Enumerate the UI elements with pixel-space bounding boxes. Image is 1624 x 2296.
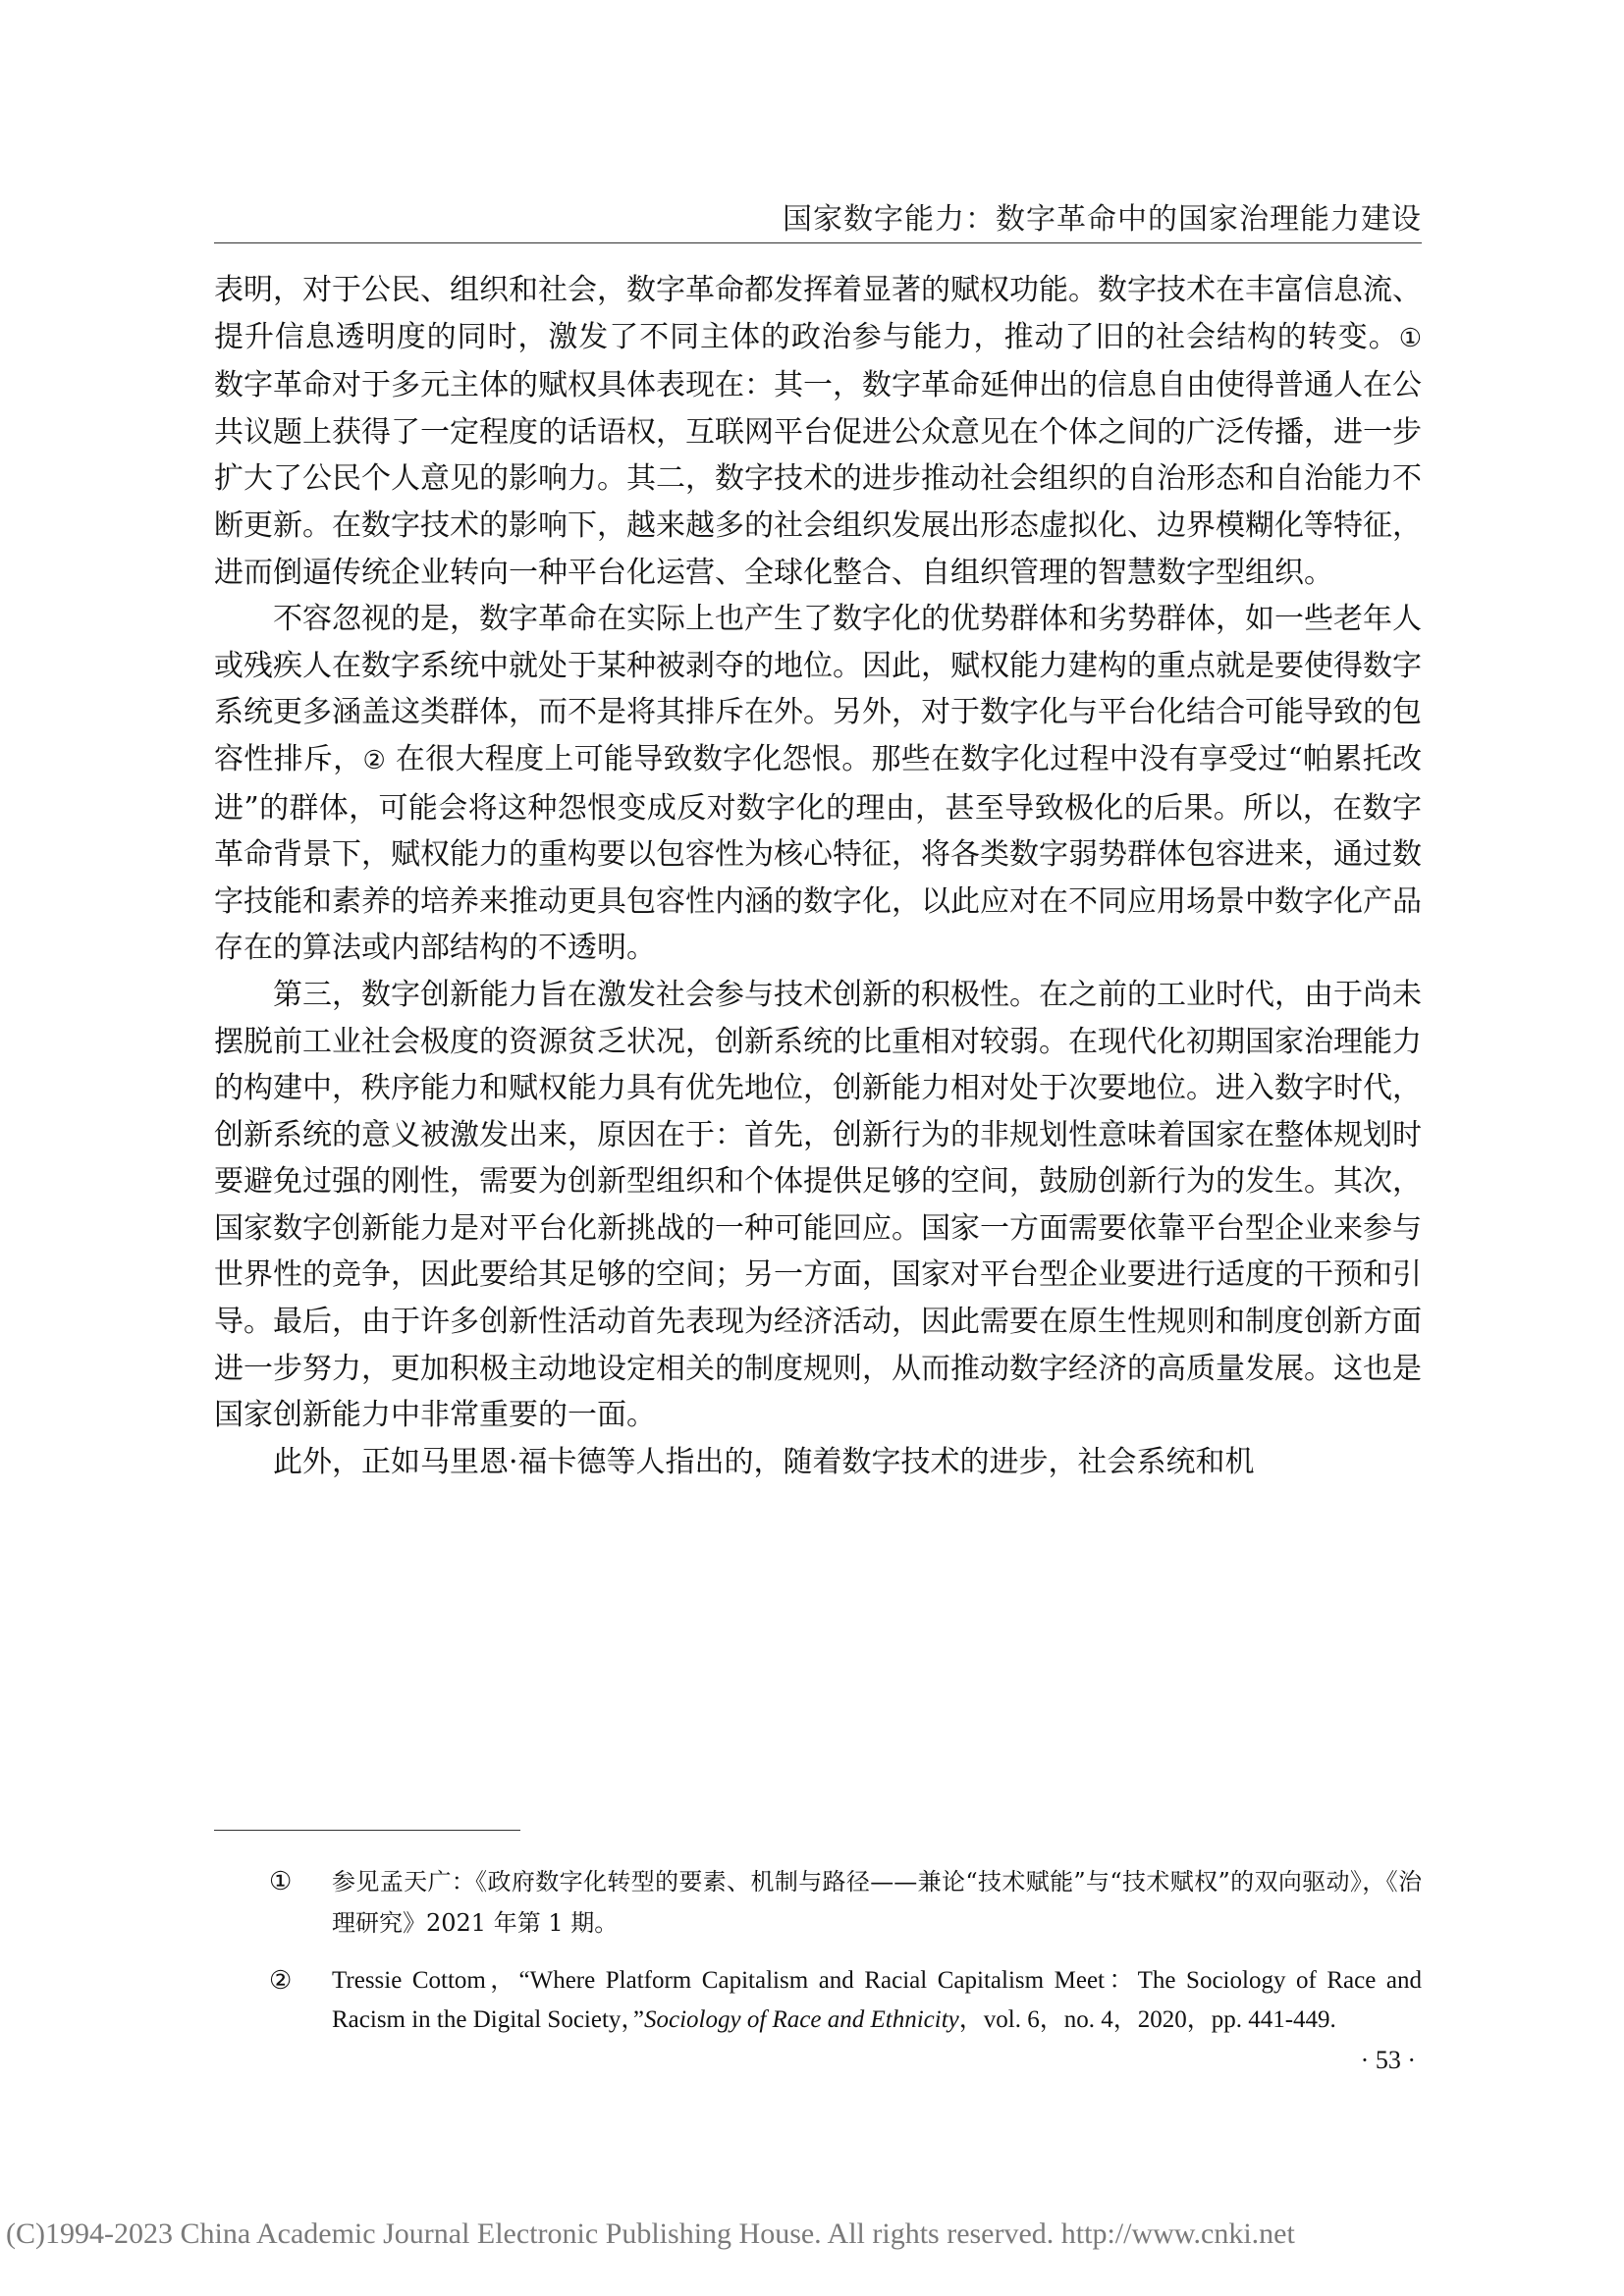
footnote-2-marker: ② [269, 1966, 293, 1995]
footnote-1 [214, 1861, 1422, 1944]
paragraph-4: 此外，正如马里恩·福卡德等人指出的，随着数字技术的进步，社会系统和机 [273, 1444, 1255, 1479]
header-rule [214, 242, 1422, 243]
footnote-1-marker: ① [269, 1867, 293, 1896]
footnote-1-text: 参见孟天广：《政府数字化转型的要素、机制与路径——兼论“技术赋能”与“技术赋权”的双向驱动》，《治理研究》2021 年第 1 期。 [332, 1868, 1422, 1937]
paragraph-1-text-b: 数字革命对于多元主体的赋权具体表现在：其一，数字革命延伸出的信息自由使得普通人在公共议题上获得了一定程度的话语权，互联网平台促进公众意见在个体之间的广泛传播，进一步扩大了公民个人意见的影响力。其二，数字技术的进步推动社会组织的自治形态和自治能力不断更新。在数字技术的影响下，越来越多的社会组织发展出形态虚拟化、边界模糊化等特征，进而倒逼传统企业转向一种平台化运营、全球化整合、自组织管理的智慧数字型组织。 [214, 368, 1422, 590]
paragraph-1-text-a: 表明，对于公民、组织和社会，数字革命都发挥着显著的赋权功能。数字技术在丰富信息流、提升信息透明度的同时，激发了不同主体的政治参与能力，推动了旧的社会结构的转变。 [214, 273, 1422, 354]
main-body [214, 267, 1422, 1485]
footnotes [214, 1861, 1422, 2057]
footnote-2-text-a: Tressie Cottom，“Where Platform Capitalism and Racial Capitalism Meet：The Sociology of Race and Racism in the Digital Society，” [332, 1967, 1422, 2033]
paragraph-1 [214, 267, 1422, 596]
running-header: 国家数字能力：数字革命中的国家治理能力建设 [783, 202, 1422, 237]
footnote-2 [214, 1961, 1422, 2040]
paragraph-3: 第三，数字创新能力旨在激发社会参与技术创新的积极性。在之前的工业时代，由于尚未摆脱前工业社会极度的资源贫乏状况，创新系统的比重相对较弱。在现代化初期国家治理能力的构建中，秩序能力和赋权能力具有优先地位，创新能力相对处于次要地位。进入数字时代，创新系统的意义被激发出来，原因在于：首先，创新行为的非规划性意味着国家在整体规划时要避免过强的刚性，需要为创新型组织和个体提供足够的空间，鼓励创新行为的发生。其次，国家数字创新能力是对平台化新挑战的一种可能回应。国家一方面需要依靠平台型企业来参与世界性的竞争，因此要给其足够的空间；另一方面，国家对平台型企业要进行适度的干预和引导。最后，由于许多创新性活动首先表现为经济活动，因此需要在原生性规则和制度创新方面进一步努力，更加积极主动地设定相关的制度规则，从而推动数字经济的高质量发展。这也是国家创新能力中非常重要的一面。 [214, 977, 1422, 1433]
paragraph-2-text-a: 不容忽视的是，数字革命在实际上也产生了数字化的优势群体和劣势群体，如一些老年人或残疾人在数字系统中就处于某种被剥夺的地位。因此，赋权能力建构的重点就是要使得数字系统更多涵盖这类群体，而不是将其排斥在外。另外，对于数字化与平台化结合可能导致的包容性排斥， [214, 602, 1422, 776]
page-number: · 53 · [1360, 2046, 1416, 2074]
paragraph-2 [214, 596, 1422, 972]
paragraph-2-text-b: 在很大程度上可能导致数字化怨恨。那些在数字化过程中没有享受过“帕累托改进”的群体，可能会将这种怨恨变成反对数字化的理由，甚至导致极化的后果。所以，在数字革命背景下，赋权能力的重构要以包容性为核心特征，将各类数字弱势群体包容进来，通过数字技能和素养的培养来推动更具包容性内涵的数字化，以此应对在不同应用场景中数字化产品存在的算法或内部结构的不透明。 [214, 741, 1423, 966]
copyright-notice: (C)1994-2023 China Academic Journal Electronic Publishing House. All rights reserved. http://www.cnki.net [6, 2217, 1295, 2250]
footnote-2-text-b: ，vol. 6，no. 4，2020，pp. 441-449. [958, 2006, 1336, 2033]
footnote-ref-2[interactable]: ② [362, 745, 387, 775]
footnote-ref-1[interactable]: ① [1398, 323, 1422, 353]
footnote-rule [214, 1830, 520, 1831]
footnote-2-journal: Sociology of Race and Ethnicity [644, 2006, 959, 2033]
